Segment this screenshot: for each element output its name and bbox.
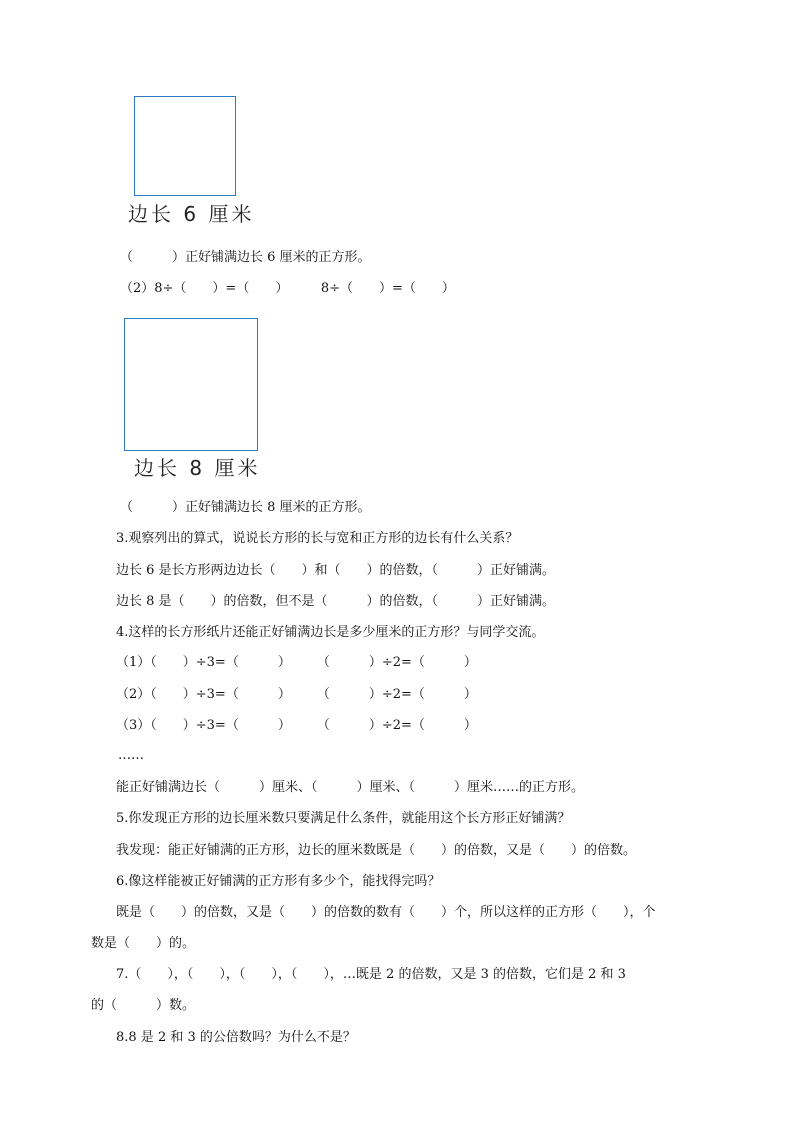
question-8: 8.8 是 2 和 3 的公倍数吗？为什么不是？ [116,1030,356,1045]
text-line-19: 的（ ）数。 [91,998,196,1013]
text-line-1: （ ）正好铺满边长 6 厘米的正方形。 [120,250,371,265]
question-4: 4.这样的长方形纸片还能正好铺满边长是多少厘米的正方形？与同学交流。 [116,625,545,640]
text-line-5: 边长 6 是长方形两边边长（ ）和（ ）的倍数，（ ）正好铺满。 [116,563,556,578]
equation-row-1: （1）（ ）÷3=（ ） （ ）÷2=（ ） [116,655,477,670]
question-3: 3.观察列出的算式，说说长方形的长与宽和正方形的边长有什么关系？ [116,531,519,546]
equation-row-3: （3）（ ）÷3=（ ） （ ）÷2=（ ） [116,718,477,733]
caption-8cm: 边长 8 厘米 [134,456,261,480]
square-6cm [134,96,236,196]
text-line-2: （2）8÷（ ）=（ ） 8÷（ ）=（ ） [120,281,455,296]
text-line-12: 能正好铺满边长（ ）厘米、（ ）厘米、（ ）厘米……的正方形。 [116,780,585,795]
question-7: 7.（ ），（ ），（ ），（ ），…既是 2 的倍数，又是 3 的倍数，它们是 2 和 3 [116,967,626,982]
text-line-6: 边长 8 是（ ）的倍数，但不是（ ）的倍数，（ ）正好铺满。 [116,594,556,609]
equation-row-2: （2）（ ）÷3=（ ） （ ）÷2=（ ） [116,687,477,702]
text-line-16: 既是（ ）的倍数，又是（ ）的倍数的数有（ ）个，所以这样的正方形（ ），个 [116,905,656,920]
caption-6cm: 边长 6 厘米 [128,202,255,226]
text-line-3: （ ）正好铺满边长 8 厘米的正方形。 [120,500,371,515]
text-line-17: 数是（ ）的。 [91,936,196,951]
square-8cm [124,318,258,451]
ellipsis-line: …… [118,748,144,763]
question-5: 5.你发现正方形的边长厘米数只要满足什么条件，就能用这个长方形正好铺满？ [116,811,571,826]
text-line-14: 我发现：能正好铺满的正方形，边长的厘米数既是（ ）的倍数，又是（ ）的倍数。 [116,843,637,858]
question-6: 6.像这样能被正好铺满的正方形有多少个，能找得完吗？ [116,874,441,889]
